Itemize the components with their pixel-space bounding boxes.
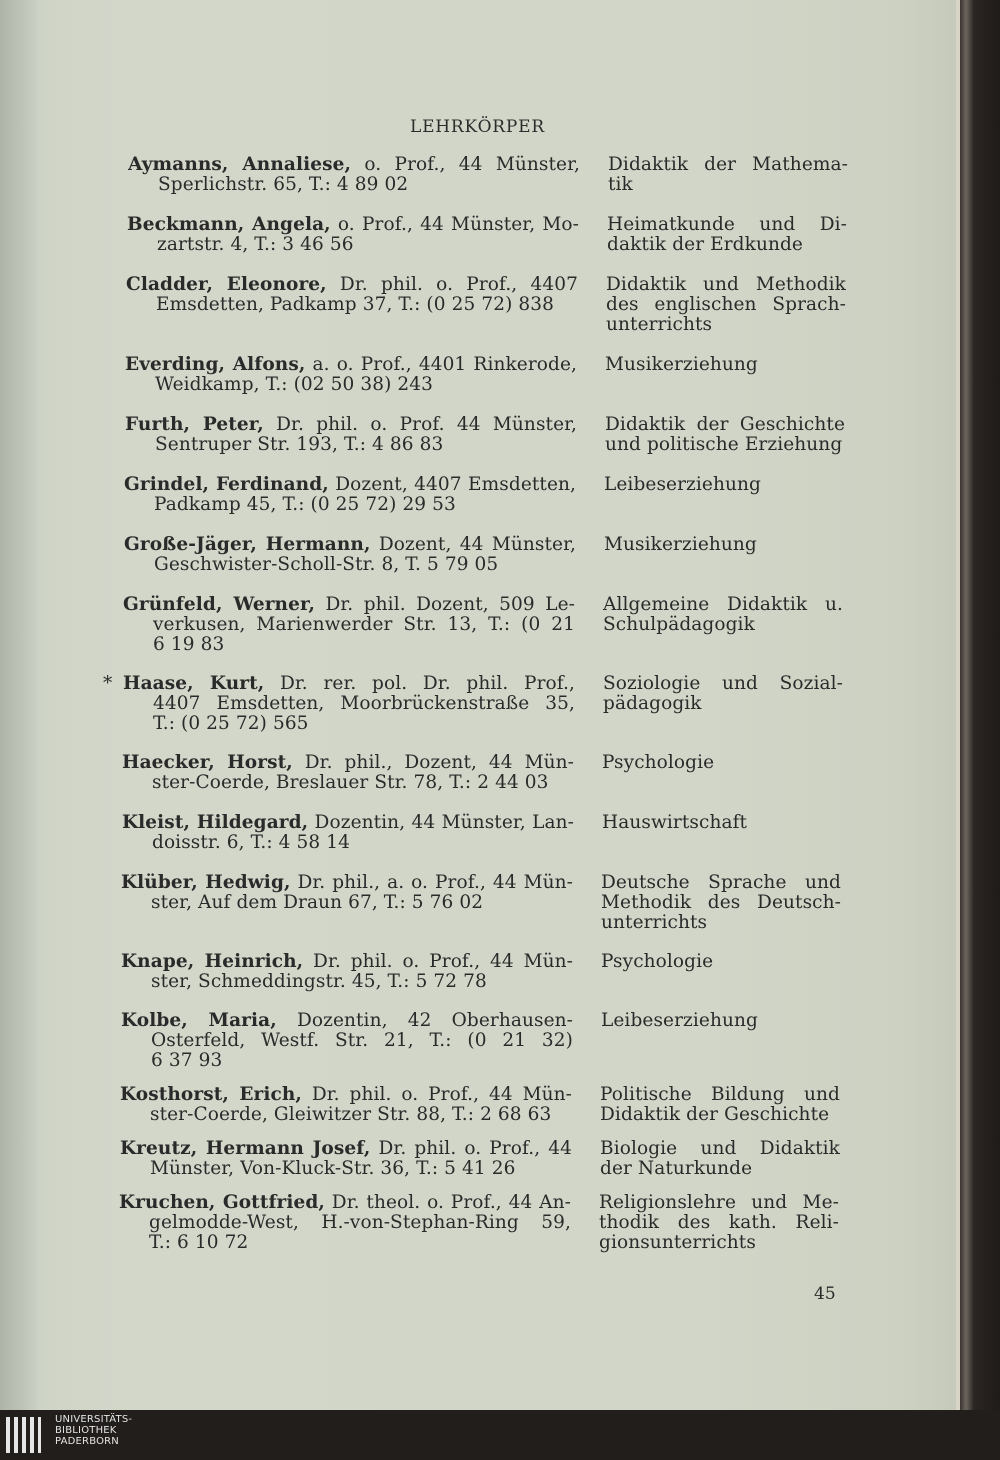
person-address-line: Weidkamp, T.: (02 50 38) 243: [155, 374, 434, 395]
subject-line: des englischen Sprach-: [606, 295, 846, 315]
page-header: LEHRKÖRPER: [410, 117, 545, 137]
subject-line: Deutsche Sprache und: [601, 873, 841, 893]
subject-line: Politische Bildung und: [600, 1085, 840, 1105]
person-address-line: Sentruper Str. 193, T.: 4 86 83: [155, 434, 444, 455]
subject-line: tik: [608, 174, 633, 195]
subject-area: [603, 674, 843, 714]
person-name: Kruchen, Gottfried,: [119, 1193, 325, 1213]
person-name: Grindel, Ferdinand,: [124, 475, 329, 495]
person-title: Dr. phil. o. Prof., 4407: [326, 275, 578, 295]
person-name-line: [119, 1193, 571, 1213]
asterisk-marker: *: [103, 673, 113, 694]
subject-area: [604, 475, 844, 495]
person-address-line: doisstr. 6, T.: 4 58 14: [152, 832, 350, 853]
person-title: Dozentin, 44 Münster, Lan-: [308, 813, 574, 833]
subject-area: [600, 1139, 840, 1179]
subject-line: Musikerziehung: [604, 534, 757, 555]
logo-line: PADERBORN: [55, 1436, 119, 1447]
person-address-line: 6 37 93: [151, 1050, 223, 1071]
subject-line: Schulpädagogik: [603, 614, 755, 635]
subject-area: [608, 155, 848, 195]
person-name: Grünfeld, Werner,: [123, 595, 316, 615]
person-name: Klüber, Hedwig,: [121, 873, 291, 893]
person-title: Dr. phil. o. Prof. 44 Münster,: [263, 415, 577, 435]
person-name-line: [123, 674, 575, 694]
subject-line: Methodik des Deutsch-: [601, 893, 841, 913]
person-name-line: [123, 595, 575, 615]
subject-area: [603, 595, 843, 635]
person-name: Knape, Heinrich,: [121, 952, 304, 972]
person-name: Furth, Peter,: [125, 415, 264, 435]
person-info: [120, 1139, 572, 1179]
subject-area: [602, 753, 842, 773]
person-name-line: [121, 873, 573, 893]
subject-line: Leibeserziehung: [601, 1010, 758, 1031]
subject-area: [606, 275, 846, 335]
person-name: Große-Jäger, Hermann,: [124, 535, 371, 555]
person-address-line: 6 19 83: [153, 634, 225, 655]
logo-line: BIBLIOTHEK: [55, 1425, 117, 1436]
subject-line: Didaktik der Geschichte: [605, 415, 845, 435]
subject-line: Musikerziehung: [605, 354, 758, 375]
person-title: Dr. phil., a. o. Prof., 44 Mün-: [290, 873, 573, 893]
library-logo-text: [55, 1414, 132, 1447]
subject-area: [605, 355, 845, 375]
person-name-line: [121, 1011, 573, 1031]
person-info: [120, 1085, 572, 1125]
person-name: Kolbe, Maria,: [121, 1011, 277, 1031]
person-address-line: zartstr. 4, T.: 3 46 56: [157, 234, 354, 255]
person-address-line: Münster, Von-Kluck-Str. 36, T.: 5 41 26: [150, 1158, 516, 1179]
person-name: Kosthorst, Erich,: [120, 1085, 302, 1105]
subject-line: Didaktik der Mathema-: [608, 155, 848, 175]
person-address-line: ster, Schmeddingstr. 45, T.: 5 72 78: [151, 971, 487, 992]
person-title: Dr. theol. o. Prof., 44 An-: [324, 1193, 571, 1213]
person-title: Dr. phil. Dozent, 509 Le-: [315, 595, 575, 615]
subject-line: Didaktik der Geschichte: [600, 1104, 830, 1125]
person-name-line: [122, 813, 574, 833]
subject-line: Allgemeine Didaktik u.: [603, 595, 843, 615]
person-name: Haase, Kurt,: [123, 674, 265, 694]
person-info: [124, 475, 576, 515]
person-title: o. Prof., 44 Münster,: [351, 155, 580, 175]
person-address-line: Emsdetten, Padkamp 37, T.: (0 25 72) 838: [156, 294, 554, 315]
subject-area: [604, 535, 844, 555]
person-name-line: [127, 215, 579, 235]
person-info: [121, 1011, 573, 1071]
page-number: 45: [814, 1284, 836, 1304]
person-name: Kleist, Hildegard,: [122, 813, 309, 833]
subject-area: [602, 813, 842, 833]
person-info: [126, 275, 578, 315]
person-name-line: [126, 275, 578, 295]
person-info: [125, 355, 577, 395]
person-title: Dr. phil. o. Prof., 44 Mün-: [301, 1085, 572, 1105]
person-name-line: [124, 475, 576, 495]
person-address-line: Osterfeld, Westf. Str. 21, T.: (0 21 32): [151, 1031, 573, 1051]
person-title: Dozentin, 42 Oberhausen-: [276, 1011, 573, 1031]
page-gutter: [0, 0, 40, 1410]
subject-line: Soziologie und Sozial-: [603, 674, 843, 694]
person-info: [122, 813, 574, 853]
person-address-line: ster-Coerde, Gleiwitzer Str. 88, T.: 2 68 63: [150, 1104, 552, 1125]
person-title: a. o. Prof., 4401 Rinkerode,: [305, 355, 577, 375]
logo-line: UNIVERSITÄTS-: [55, 1414, 133, 1425]
person-address-line: ster, Auf dem Draun 67, T.: 5 76 02: [151, 892, 484, 913]
person-name: Haecker, Horst,: [122, 753, 293, 773]
subject-line: unterrichts: [601, 912, 708, 933]
person-address-line: T.: 6 10 72: [149, 1232, 249, 1253]
person-info: [119, 1193, 571, 1253]
subject-line: Psychologie: [602, 752, 715, 773]
subject-area: [605, 415, 845, 455]
subject-line: unterrichts: [606, 314, 713, 335]
person-name: Beckmann, Angela,: [127, 215, 331, 235]
person-info: [122, 753, 574, 793]
subject-area: [601, 952, 841, 972]
person-title: Dozent, 44 Münster,: [370, 535, 576, 555]
subject-area: [607, 215, 847, 255]
person-title: o. Prof., 44 Münster, Mo-: [330, 215, 579, 235]
person-name-line: [125, 415, 577, 435]
person-info: [125, 415, 577, 455]
person-address-line: gelmodde-West, H.-von-Stephan-Ring 59,: [149, 1213, 571, 1233]
person-name-line: [121, 952, 573, 972]
person-address-line: Sperlichstr. 65, T.: 4 89 02: [158, 174, 409, 195]
person-name-line: [122, 753, 574, 773]
person-address-line: Geschwister-Scholl-Str. 8, T. 5 79 05: [154, 554, 499, 575]
person-title: Dr. phil., Dozent, 44 Mün-: [292, 753, 574, 773]
person-info: [123, 595, 575, 655]
subject-line: thodik des kath. Reli-: [599, 1213, 839, 1233]
subject-line: Hauswirtschaft: [602, 812, 748, 833]
person-info: [121, 873, 573, 913]
person-name: Cladder, Eleonore,: [126, 275, 327, 295]
person-address-line: ster-Coerde, Breslauer Str. 78, T.: 2 44 03: [152, 772, 549, 793]
person-name-line: [120, 1085, 572, 1105]
subject-line: der Naturkunde: [600, 1158, 753, 1179]
person-info: [128, 155, 580, 195]
subject-line: Leibeserziehung: [604, 474, 761, 495]
subject-line: gionsunterrichts: [599, 1232, 756, 1253]
person-title: Dozent, 4407 Emsdetten,: [328, 475, 576, 495]
subject-line: und politische Erziehung: [605, 434, 843, 455]
person-name: Kreutz, Hermann Josef,: [120, 1139, 371, 1159]
subject-area: [601, 1011, 841, 1031]
subject-line: pädagogik: [603, 693, 702, 714]
subject-line: Heimatkunde und Di-: [607, 215, 847, 235]
person-name: Aymanns, Annaliese,: [128, 155, 352, 175]
subject-area: [599, 1193, 839, 1253]
subject-line: Religionslehre und Me-: [599, 1193, 839, 1213]
subject-line: daktik der Erdkunde: [607, 234, 803, 255]
person-info: [127, 215, 579, 255]
person-title: Dr. phil. o. Prof., 44 Mün-: [303, 952, 573, 972]
person-name-line: [124, 535, 576, 555]
person-address-line: 4407 Emsdetten, Moorbrückenstraße 35,: [153, 694, 575, 714]
person-address-line: T.: (0 25 72) 565: [153, 713, 309, 734]
subject-line: Didaktik und Methodik: [606, 275, 846, 295]
person-title: Dr. rer. pol. Dr. phil. Prof.,: [264, 674, 575, 694]
person-address-line: verkusen, Marienwerder Str. 13, T.: (0 21: [153, 615, 575, 635]
subject-area: [601, 873, 841, 933]
person-address-line: Padkamp 45, T.: (0 25 72) 29 53: [154, 494, 456, 515]
person-name-line: [128, 155, 580, 175]
person-name: Everding, Alfons,: [125, 355, 306, 375]
library-bars-icon: [4, 1413, 44, 1457]
person-info: [123, 674, 575, 734]
subject-line: Psychologie: [601, 951, 714, 972]
person-title: Dr. phil. o. Prof., 44: [370, 1139, 572, 1159]
person-info: [121, 952, 573, 992]
person-name-line: [125, 355, 577, 375]
subject-area: [600, 1085, 840, 1125]
person-info: [124, 535, 576, 575]
person-name-line: [120, 1139, 572, 1159]
subject-line: Biologie und Didaktik: [600, 1139, 840, 1159]
book-cover-edge: [960, 0, 1000, 1410]
footer-bar: [0, 1410, 1000, 1460]
